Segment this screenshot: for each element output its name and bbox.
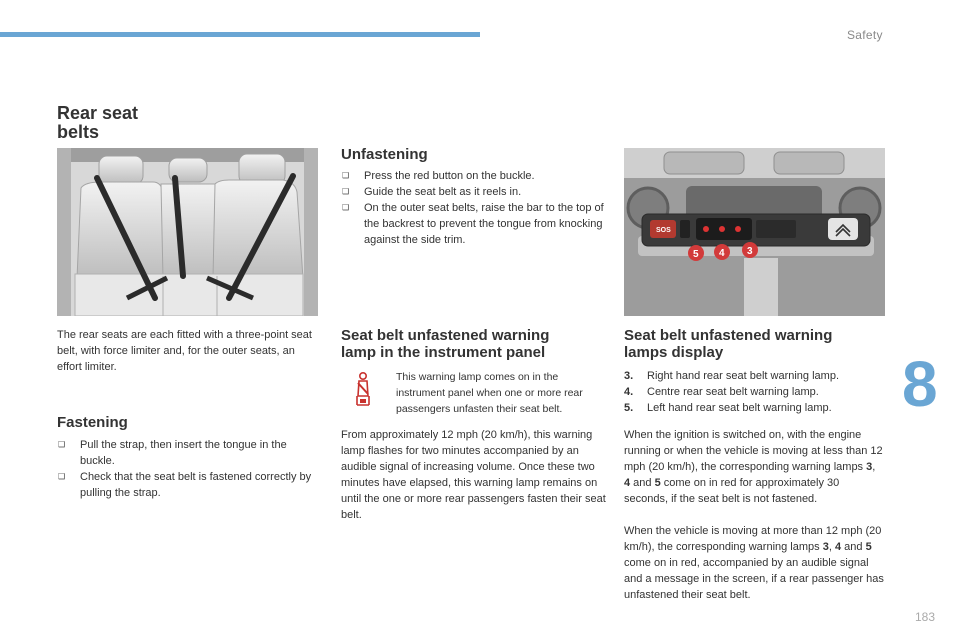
instrument-panel-heading [341, 327, 611, 361]
list-item: ❑ Pull the strap, then insert the tongue in the buckle. [57, 437, 322, 469]
ignition-paragraph [624, 427, 884, 507]
moving-paragraph [624, 523, 884, 603]
callout-4: 4 [719, 248, 725, 259]
text-run: come on in red for approximately 30 seconds, if the seat belt is not fastened. [624, 477, 840, 505]
text-run: , [828, 541, 835, 553]
list-item [624, 368, 889, 384]
lamp-ref: 3 [866, 461, 873, 473]
lamp-text: Centre rear seat belt warning lamp. [647, 386, 819, 398]
header-accent-bar [0, 32, 480, 37]
instrument-body-paragraph: From approximately 12 mph (20 km/h), this warning lamp flashes for two minutes accompanied by an audible signal of increasing volume. Once these two minutes have elapsed, this warning lamp remains on until the one or more rear passengers fasten their seat belt. [341, 429, 606, 521]
rear-seat-belts-photo [57, 148, 318, 316]
lamps-heading-line1: Seat belt unfastened warning [624, 327, 833, 344]
warning-lamp-text: This warning lamp comes on in the instrument panel when one or more rear passengers unfasten their seat belt. [396, 371, 583, 415]
text-run: , [872, 461, 876, 473]
fastening-heading: Fastening [57, 414, 128, 431]
lamp-text: Left hand rear seat belt warning lamp. [647, 402, 832, 414]
lamp-number: 5. [624, 402, 634, 414]
sos-button-label: SOS [656, 227, 671, 234]
lamp-text: Right hand rear seat belt warning lamp. [647, 370, 839, 382]
page-title [57, 104, 257, 142]
lamps-list [624, 368, 889, 416]
console-illustration [624, 148, 885, 316]
text-run: and [841, 541, 866, 553]
text-run: come on in red, accompanied by an audible signal and a message in the screen, if a rear passenger has unfastened their seat belt. [624, 557, 884, 601]
instrument-heading-line1: Seat belt unfastened warning [341, 327, 550, 344]
text-run: When the ignition is switched on, with the engine running or when the vehicle is moving at less than 12 mph (20 km/h), the corresponding warning lamps [624, 429, 883, 473]
list-item [624, 400, 889, 416]
callout-3: 3 [747, 246, 753, 257]
page-number: 183 [915, 610, 936, 624]
page-title-line1: Rear seat [57, 103, 139, 123]
list-item: ❑ Guide the seat belt as it reels in. [341, 184, 606, 200]
list-item: ❑ Check that the seat belt is fastened correctly by pulling the strap. [57, 469, 322, 501]
lamp-ref: 5 [865, 541, 872, 553]
seat-belt-warning-icon [352, 372, 374, 410]
list-item [624, 384, 889, 400]
chapter-number: 8 [902, 348, 938, 420]
rear-seats-illustration [57, 148, 318, 316]
instrument-heading-line2: lamp in the instrument panel [341, 344, 546, 361]
list-item: ❑ On the outer seat belts, raise the bar to the top of the backrest to prevent the tongue from knocking against the side trim. [341, 200, 606, 248]
lamp-number: 4. [624, 386, 634, 398]
list-item: ❑ Press the red button on the buckle. [341, 168, 606, 184]
text-run: and [630, 477, 655, 489]
lamp-ref: 4 [624, 477, 631, 489]
section-name: Safety [847, 28, 883, 42]
lamp-ref: 4 [834, 541, 842, 553]
unfastening-heading: Unfastening [341, 146, 428, 163]
lamp-ref: 3 [822, 541, 829, 553]
intro-paragraph: The rear seats are each fitted with a three-point seat belt, with force limiter and, for the outer seats, an effort limiter. [57, 329, 312, 373]
unfastening-steps [341, 168, 606, 248]
lamps-display-heading [624, 327, 894, 361]
lamps-heading-line2: lamps display [624, 344, 724, 361]
text-run: When the vehicle is moving at more than 12 mph (20 km/h), the corresponding warning lamps [624, 525, 882, 553]
lamp-number: 3. [624, 370, 634, 382]
roof-console-warning-lamps-photo [624, 148, 885, 316]
lamp-ref: 5 [654, 477, 661, 489]
fastening-steps [57, 437, 322, 501]
callout-5: 5 [693, 249, 699, 260]
page-title-line2: belts [57, 122, 100, 142]
